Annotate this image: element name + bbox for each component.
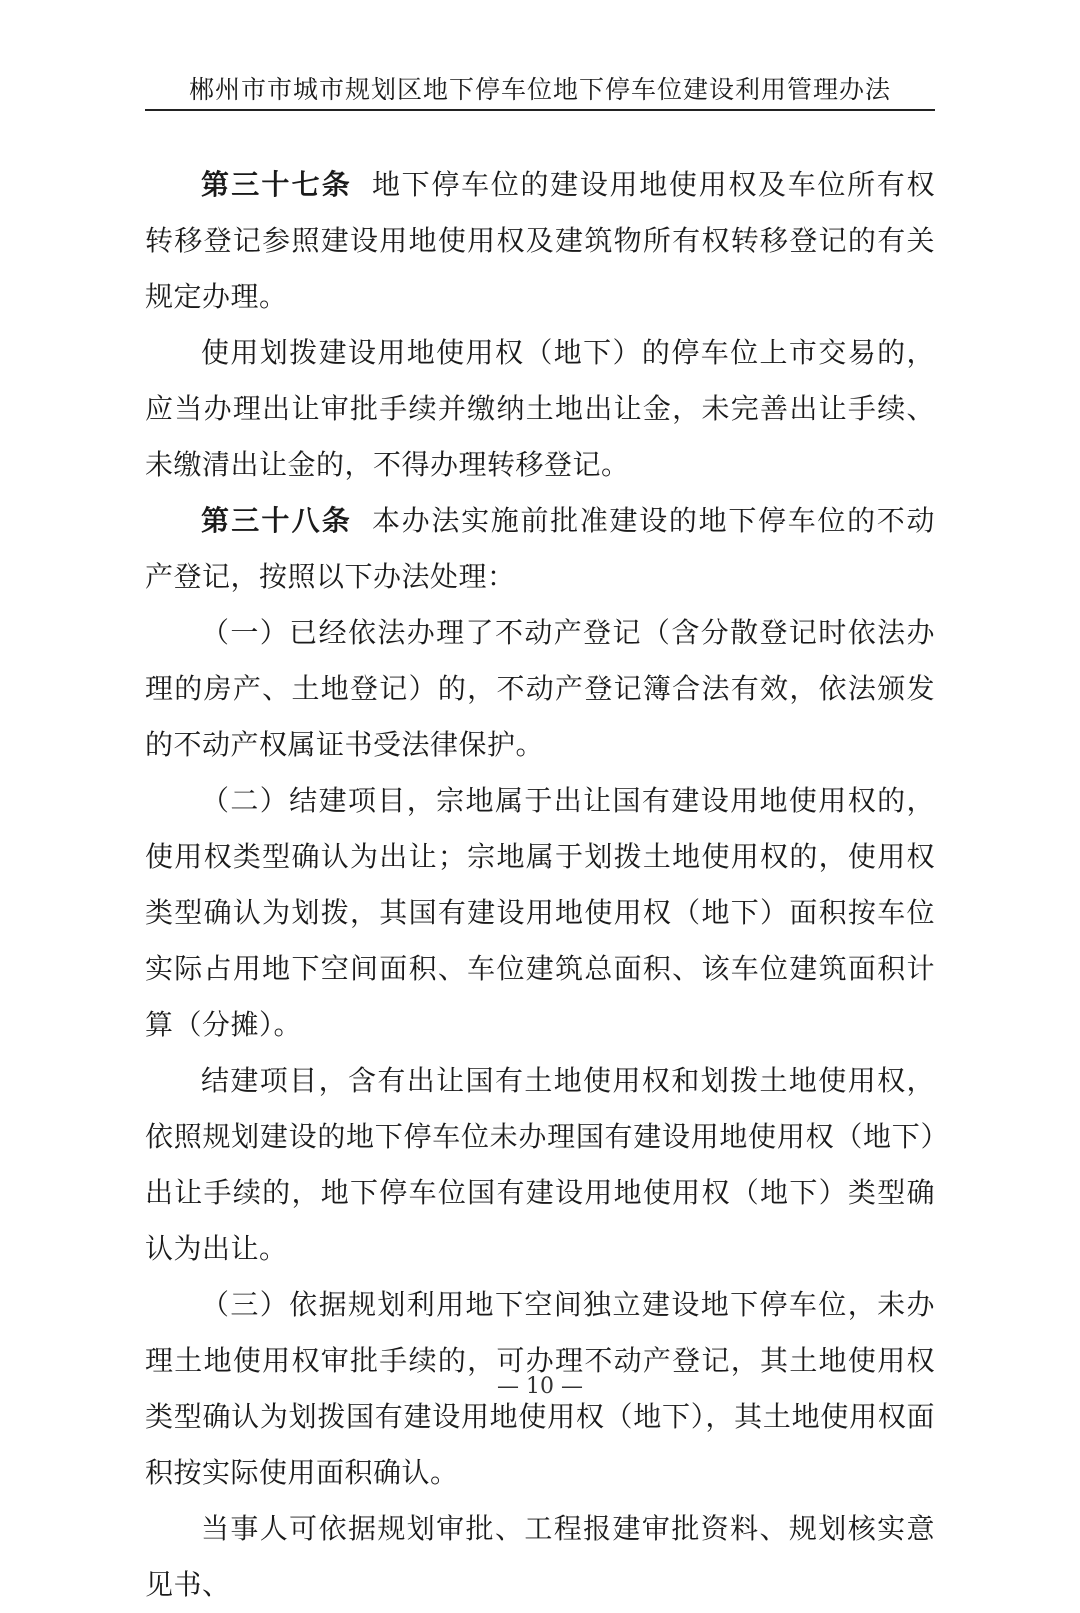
article-number: 第三十八条 [201,504,352,537]
article-38-paragraph [145,493,935,605]
article-37-paragraph [145,157,935,325]
page-number: — 10 — [497,1374,583,1399]
paragraph-text: 当事人可依据规划审批、工程报建审批资料、规划核实意见书、 [145,1512,935,1601]
paragraph-text: （三）依据规划利用地下空间独立建设地下停车位，未办理土地使用权审批手续的，可办理不动产登记，其土地使用权类型确认为划拨国有建设用地使用权（地下），其土地使用权面积按实际使用面积确认。 [145,1288,935,1489]
paragraph-text: 地下停车位的建设用地使用权及车位所有权转移登记参照建设用地使用权及建筑物所有权转移登记的有关规定办理。 [145,168,935,313]
item-2-paragraph [145,773,935,1053]
paragraph-text: 使用划拨建设用地使用权（地下）的停车位上市交易的，应当办理出让审批手续并缴纳土地出让金，未完善出让手续、未缴清出让金的，不得办理转移登记。 [145,336,935,481]
paragraph [145,1053,935,1277]
paragraph-text: 结建项目，含有出让国有土地使用权和划拨土地使用权，依照规划建设的地下停车位未办理国有建设用地使用权（地下）出让手续的，地下停车位国有建设用地使用权（地下）类型确认为出让。 [145,1064,935,1265]
article-number: 第三十七条 [201,168,352,201]
paragraph-text: （二）结建项目，宗地属于出让国有建设用地使用权的，使用权类型确认为出让；宗地属于划拨土地使用权的，使用权类型确认为划拨，其国有建设用地使用权（地下）面积按车位实际占用地下空间面积、车位建筑总面积、该车位建筑面积计算（分摊）。 [145,784,935,1041]
paragraph-text: （一）已经依法办理了不动产登记（含分散登记时依法办理的房产、土地登记）的，不动产登记簿合法有效，依法颁发的不动产权属证书受法律保护。 [145,616,935,761]
paragraph-text: 本办法实施前批准建设的地下停车位的不动产登记，按照以下办法处理： [145,504,935,593]
running-header: 郴州市市城市规划区地下停车位地下停车位建设利用管理办法 [188,75,891,104]
paragraph [145,325,935,493]
header-rule [145,109,935,111]
item-1-paragraph [145,605,935,773]
paragraph [145,1501,935,1613]
